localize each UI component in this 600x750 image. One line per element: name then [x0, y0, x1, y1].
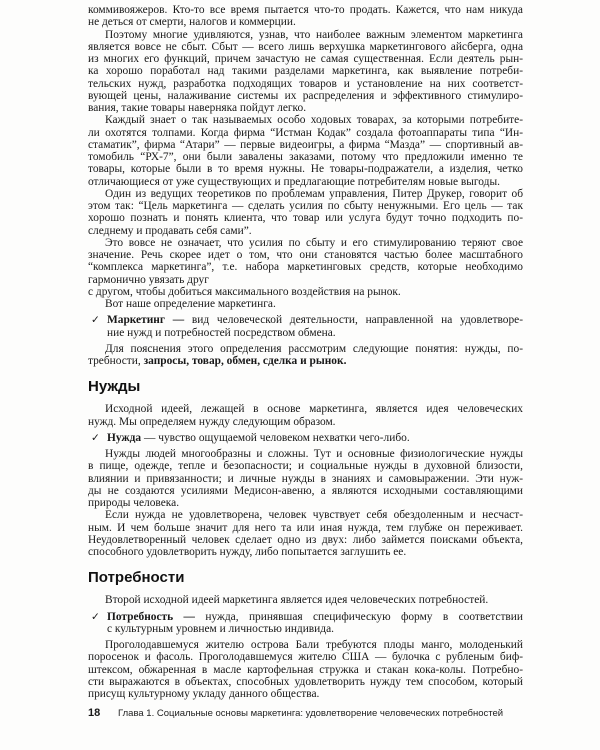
check-mark-icon: ✓ — [91, 314, 100, 327]
text-line: томобиль “РХ-7”, они были завалены заказами, потому что предложили именно те — [88, 151, 523, 163]
text-line: стаматик”, фирма “Атари” — первые видеоигры, а фирма “Мазда” — спортивный ав- — [88, 138, 523, 151]
text-line: Если нужда не удовлетворена, человек чувствует себя обездоленным и несчаст- — [105, 509, 523, 522]
text-line: ным. И чем больше значит для него та или иная нужда, тем глубже он переживает. — [88, 521, 523, 534]
text-line — [107, 314, 523, 326]
line-text: — чувство ощущаемой человеком нехватки чего-либо. — [143, 431, 410, 444]
definition-term: Потребность — — [107, 610, 195, 623]
text-line: Вот наше определение маркетинга. — [105, 298, 276, 310]
text-line: штексом, обжаренная в масле картофельная стружка и стакан кока-колы. Потребно- — [88, 663, 523, 676]
text-line: Второй исходной идеей маркетинга является идея человеческих потребностей. — [105, 594, 489, 607]
check-mark-icon: ✓ — [91, 431, 100, 444]
paragraph — [88, 114, 523, 188]
text-line: отличающиеся от уже существующих и предлагающие потребителям новые выгоды. — [88, 175, 500, 188]
text-line — [107, 432, 523, 444]
text-line: следнему и продавать себя сами”. — [88, 224, 252, 237]
text-line: вания, такие товары наверняка пойдут легко. — [88, 102, 307, 114]
text-line: Исходной идеей, лежащей в основе маркетинга, является идея человеческих — [105, 403, 523, 416]
text-line: с другом, чтобы добиться максимального воздействия на рынок. — [88, 285, 401, 298]
line-text: вид человеческой деятельности, направленной на удовлетворе- — [191, 314, 523, 327]
text-column — [88, 4, 523, 700]
definition-term: Нужда — [107, 431, 142, 444]
paragraph — [88, 639, 523, 700]
text-line: значение. Речь скорее идет о том, что они становятся частью более масштабного — [88, 249, 523, 261]
text-line: Один из ведущих теоретиков по проблемам управления, Питер Друкер, говорит об — [105, 187, 523, 200]
paragraph — [88, 343, 523, 368]
text-line: Каждый знает о так называемых особо ходовых товарах, за которыми потребите- — [105, 114, 523, 127]
text-line: тельских нужд, разработка подходящих товаров и установление на них соответст- — [88, 77, 523, 90]
page-number: 18 — [88, 707, 101, 719]
text-line: коммивояжеров. Кто-то все время пытается что-то продать. Кажется, что нам никуда — [88, 4, 523, 16]
text-line: ка хорошо поработал над такими разделами маркетинга, как выявление потреби- — [88, 65, 523, 78]
text-line: гармонично увязать друг — [88, 273, 209, 286]
text-line: влиянии и привязанности; и личные нужды в знаниях и самовыражении. Эти нуж- — [88, 472, 523, 485]
running-title: Глава 1. Социальные основы маркетинга: удовлетворение человеческих потребностей — [118, 708, 504, 719]
text-line: этом так: “Цель маркетинга — сделать усилия по сбыту ненужными. Его цель — так — [88, 200, 523, 212]
text-line: Поэтому многие удивляются, узнав, что наиболее важным элементом маркетинга — [105, 28, 523, 41]
text-line: поросенок и фасоль. Проголодавшемуся жителю США — булочка с рубленым биф- — [88, 651, 523, 664]
definition-item — [88, 432, 523, 444]
paragraph — [88, 4, 523, 29]
text-line: присущ культурному укладу данного общества. — [88, 688, 320, 700]
text-line — [107, 611, 523, 623]
section-heading: Потребности — [88, 569, 185, 587]
line-text: требности, — [88, 355, 144, 367]
paragraph — [88, 188, 523, 237]
paragraph — [88, 298, 523, 310]
paragraph — [88, 448, 523, 509]
paragraph — [88, 403, 523, 428]
text-line: вующей цены, налаживание системы их распределения и эффективного стимулиро- — [88, 89, 523, 102]
text-line: хорошо познать и понять клиента, что товар или услуга будут точно подходить по- — [88, 212, 523, 225]
text-line: природы человека. — [88, 497, 180, 509]
check-mark-icon: ✓ — [91, 610, 100, 623]
text-line: ние нужд и потребностей посредством обмена. — [107, 326, 336, 339]
text-line: не деться от смерти, налогов и коммерции. — [88, 16, 296, 29]
text-line: Проголодавшемуся жителю острова Бали требуются плоды манго, молоденький — [105, 639, 523, 651]
bold-terms: запросы, товар, обмен, сделка и рынок. — [143, 355, 347, 367]
text-line: Для пояснения этого определения рассмотрим следующие понятия: нужды, по- — [105, 342, 523, 355]
text-line: “комплекса маркетинга”, т.е. набора маркетинговых средств, которые необходимо — [88, 261, 523, 274]
definition-item — [88, 314, 523, 339]
text-line: Нужды людей многообразны и сложны. Тут и основные физиологические нужды — [105, 448, 523, 460]
paragraph — [88, 286, 523, 298]
page-footer — [88, 706, 523, 720]
text-line: из многих его функций, причем зачастую не самая существенная. Если деятель рын- — [88, 53, 523, 65]
definition-term: Маркетинг — — [107, 314, 185, 327]
text-line: товары, которые были в то время нужны. Не товары-подражатели, а изделия, четко — [88, 163, 523, 176]
definition-item — [88, 611, 523, 636]
line-text: нужда, принявшая специфическую форму в соответствии — [205, 610, 523, 623]
text-line: способного удовлетворить нужду, либо попытается заглушить ее. — [88, 546, 407, 558]
text-line: Это вовсе не означает, что усилия по сбыту и его стимулированию теряют свое — [105, 236, 523, 249]
text-line: является вовсе не сбыт. Сбыт — всего лишь верхушка маркетингового айсберга, одна — [88, 40, 523, 53]
text-line — [88, 355, 523, 367]
text-line: ли охотятся толпами. Когда фирма “Истман Кодак” создала фотоаппараты типа “Ин- — [88, 126, 523, 139]
paragraph — [88, 237, 523, 286]
paragraph — [88, 509, 523, 558]
paragraph — [88, 29, 523, 115]
text-line: в пище, одежде, тепле и безопасности; и социальные нужды в духовной близости, — [88, 460, 523, 473]
text-line: с культурным уровнем и личностью индивида. — [107, 622, 334, 635]
text-line: нужд. Мы определяем нужду следующим образом. — [88, 415, 336, 428]
paragraph — [88, 594, 523, 606]
section-heading: Нужды — [88, 378, 141, 396]
text-line: сти выражаются в объектах, способных удовлетворить нужду тем способом, который — [88, 675, 523, 688]
text-line: Неудовлетворенный человек сделает одно из двух: либо займется поисками объекта, — [88, 533, 523, 546]
text-line: ды не создаются усилиями Медисон-авеню, а являются исходными составляющими — [88, 484, 523, 497]
